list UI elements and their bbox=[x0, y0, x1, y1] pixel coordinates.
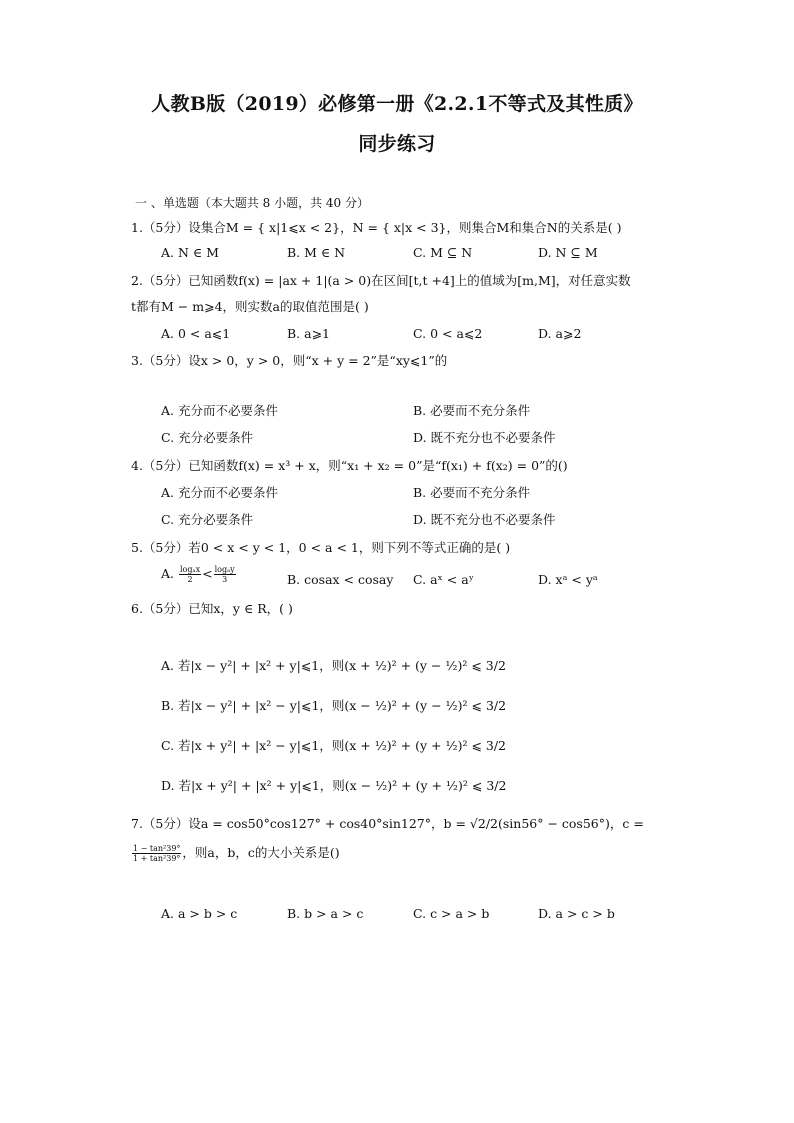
q5-option-a-rel: < bbox=[202, 566, 213, 581]
q2-option-c: C. 0 < a⩽2 bbox=[413, 326, 483, 341]
q5-fraction-2-den: 3 bbox=[222, 575, 228, 584]
question-2-stem-line2: t都有M − m⩾4，则实数a的取值范围是( ) bbox=[131, 299, 369, 314]
q5-fraction-1-num: logₐx bbox=[180, 565, 201, 574]
q7-option-c: C. c > a > b bbox=[413, 906, 490, 921]
q2-option-d: D. a⩾2 bbox=[538, 326, 582, 341]
q7-option-d: D. a > c > b bbox=[538, 906, 615, 921]
q7-c-fraction bbox=[132, 844, 181, 863]
q2-option-b: B. a⩾1 bbox=[287, 326, 331, 341]
q2-option-a: A. 0 < a⩽1 bbox=[161, 326, 231, 341]
q7-c-den: 1 + tan²39° bbox=[133, 854, 181, 863]
question-1-stem: 1.（5分）设集合M = { x|1⩽x < 2}，N = { x|x < 3}，则集合M和集合N的关系是( ) bbox=[131, 220, 622, 235]
section-heading: 一 、单选题（本大题共 8 小题，共 40 分） bbox=[135, 196, 369, 210]
q5-option-d: D. xᵃ < yᵃ bbox=[538, 572, 598, 587]
q5-fraction-2-num: logₐy bbox=[214, 565, 235, 574]
q6-option-a: A. 若|x − y²| + |x² + y|⩽1，则(x + ½)² + (y − ½)² ⩽ 3/2 bbox=[161, 658, 506, 673]
q5-option-a-label: A. bbox=[161, 566, 175, 581]
q4-option-d: D. 既不充分也不必要条件 bbox=[413, 512, 556, 527]
q6-option-c: C. 若|x + y²| + |x² − y|⩽1，则(x + ½)² + (y + ½)² ⩽ 3/2 bbox=[161, 738, 507, 753]
q4-option-c: C. 充分必要条件 bbox=[161, 512, 254, 527]
q1-option-c: C. M ⊆ N bbox=[413, 245, 473, 260]
q5-option-c: C. aˣ < aʸ bbox=[413, 572, 474, 587]
question-3-stem: 3.（5分）设x > 0，y > 0，则“x + y = 2”是“xy⩽1”的 bbox=[131, 353, 448, 368]
question-7-stem-line2 bbox=[131, 843, 340, 863]
q1-option-b: B. M ∈ N bbox=[287, 245, 346, 260]
q1-option-a: A. N ∈ M bbox=[161, 245, 219, 260]
question-5-stem: 5.（5分）若0 < x < y < 1，0 < a < 1，则下列不等式正确的是( ) bbox=[131, 540, 511, 555]
question-4-stem: 4.（5分）已知函数f(x) = x³ + x，则“x₁ + x₂ = 0”是“f(x₁) + f(x₂) = 0”的() bbox=[131, 458, 568, 473]
q5-fraction-1-den: 2 bbox=[187, 575, 193, 584]
q5-option-a bbox=[161, 565, 237, 584]
question-7-stem-line1: 7.（5分）设a = cos50°cos127° + cos40°sin127°，b = √2/2(sin56° − cos56°)，c = bbox=[131, 816, 644, 831]
doc-subtitle: 同步练习 bbox=[358, 133, 436, 155]
q3-option-c: C. 充分必要条件 bbox=[161, 430, 254, 445]
q7-stem-rest: ，则a，b，c的大小关系是() bbox=[182, 845, 340, 860]
q3-option-d: D. 既不充分也不必要条件 bbox=[413, 430, 556, 445]
q7-c-num: 1 − tan²39° bbox=[133, 844, 181, 853]
q1-option-d: D. N ⊆ M bbox=[538, 245, 598, 260]
q7-option-b: B. b > a > c bbox=[287, 906, 364, 921]
q4-option-b: B. 必要而不充分条件 bbox=[413, 485, 531, 500]
q3-option-a: A. 充分而不必要条件 bbox=[161, 403, 278, 418]
q4-option-a: A. 充分而不必要条件 bbox=[161, 485, 278, 500]
q5-fraction-1 bbox=[179, 565, 201, 584]
q6-option-d: D. 若|x + y²| + |x² + y|⩽1，则(x − ½)² + (y + ½)² ⩽ 3/2 bbox=[161, 778, 507, 793]
q3-option-b: B. 必要而不充分条件 bbox=[413, 403, 531, 418]
q5-fraction-2 bbox=[214, 565, 236, 584]
question-2-stem-line1: 2.（5分）已知函数f(x) = |ax + 1|(a > 0)在区间[t,t +4]上的值域为[m,M]，对任意实数 bbox=[131, 273, 631, 288]
question-6-stem: 6.（5分）已知x，y ∈ R，( ) bbox=[131, 601, 293, 616]
q6-option-b: B. 若|x − y²| + |x² − y|⩽1，则(x − ½)² + (y − ½)² ⩽ 3/2 bbox=[161, 698, 507, 713]
q5-option-b: B. cosax < cosay bbox=[287, 572, 394, 587]
doc-title: 人教B版（2019）必修第一册《2.2.1不等式及其性质》 bbox=[151, 93, 643, 115]
q7-option-a: A. a > b > c bbox=[161, 906, 238, 921]
